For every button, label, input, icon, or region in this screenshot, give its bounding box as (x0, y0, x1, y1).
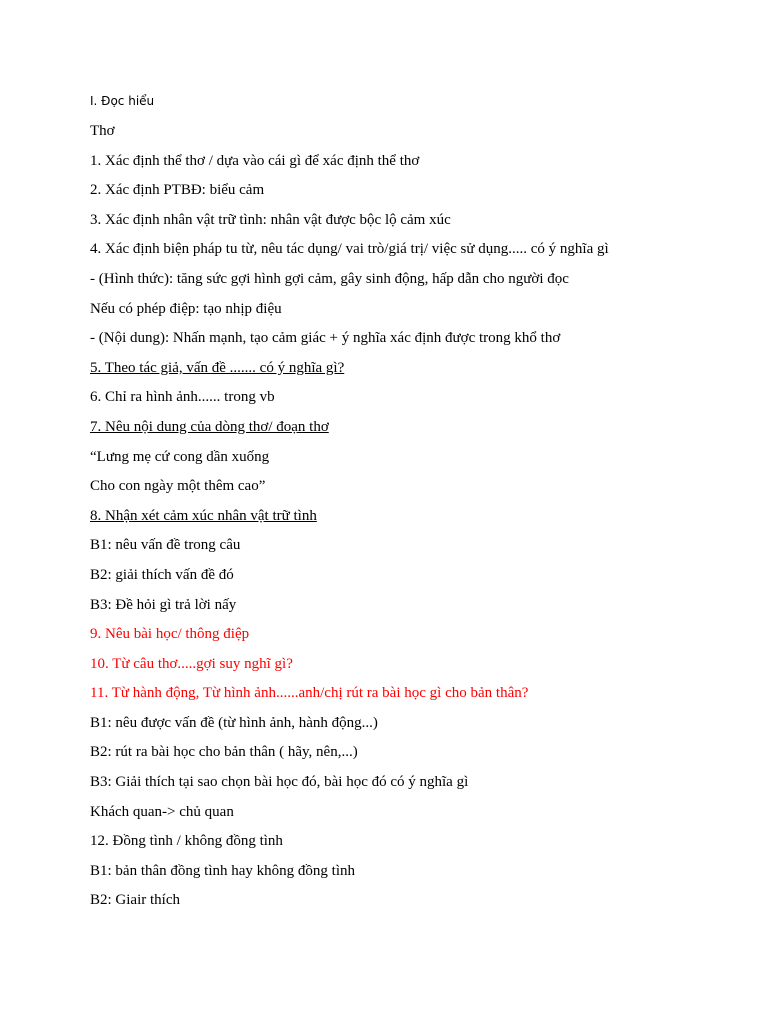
section-heading: I. Đọc hiểu (90, 94, 155, 108)
item-12: 12. Đồng tình / không đồng tình (90, 833, 283, 850)
item-4-repetition-note: Nếu có phép điệp: tạo nhịp điệu (90, 300, 282, 317)
item-4-content-note: - (Nội dung): Nhấn mạnh, tạo cảm giác + ý nghĩa xác định được trong khổ thơ (90, 330, 561, 347)
item-8-step-3: B3: Đề hỏi gì trả lời nấy (90, 596, 237, 613)
item-8-step-1: B1: nêu vấn đề trong câu (90, 537, 241, 554)
item-1: 1. Xác định thể thơ / dựa vào cái gì để xác định thể thơ (90, 152, 420, 169)
item-7: 7. Nêu nội dung của dòng thơ/ đoạn thơ (90, 418, 329, 435)
item-10: 10. Từ câu thơ.....gợi suy nghĩ gì? (90, 655, 293, 672)
item-6: 6. Chỉ ra hình ảnh...... trong vb (90, 389, 275, 406)
item-8: 8. Nhận xét cảm xúc nhân vật trữ tình (90, 507, 317, 524)
document-body (90, 121, 750, 920)
poetry-label: Thơ (90, 123, 115, 139)
item-12-step-2: B2: Giair thích (90, 892, 180, 909)
item-4-form-note: - (Hình thức): tăng sức gợi hình gợi cảm, gây sinh động, hấp dẫn cho người đọc (90, 270, 569, 287)
item-9: 9. Nêu bài học/ thông điệp (90, 626, 250, 643)
item-11: 11. Từ hành động, Từ hình ảnh......anh/chị rút ra bài học gì cho bản thân? (90, 685, 529, 702)
item-3: 3. Xác định nhân vật trữ tình: nhân vật được bộc lộ cảm xúc (90, 211, 451, 228)
item-5: 5. Theo tác giả, vấn đề ....... có ý nghĩa gì? (90, 359, 345, 376)
item-2: 2. Xác định PTBĐ: biểu cảm (90, 182, 265, 199)
item-11-step-2: B2: rút ra bài học cho bản thân ( hãy, nên,...) (90, 744, 358, 761)
item-8-step-2: B2: giải thích vấn đề đó (90, 566, 234, 583)
item-12-step-1: B1: bản thân đồng tình hay không đồng tình (90, 862, 355, 879)
poem-quote-line-1: “Lưng mẹ cứ cong dần xuống (90, 448, 270, 465)
item-11-note: Khách quan-> chủ quan (90, 803, 234, 820)
item-11-step-3: B3: Giải thích tại sao chọn bài học đó, bài học đó có ý nghĩa gì (90, 774, 469, 791)
item-4: 4. Xác định biện pháp tu từ, nêu tác dụng/ vai trò/giá trị/ việc sử dụng..... có ý nghĩa gì (90, 241, 609, 258)
poem-quote-line-2: Cho con ngày một thêm cao” (90, 478, 266, 495)
item-11-step-1: B1: nêu được vấn đề (từ hình ảnh, hành động...) (90, 714, 378, 731)
